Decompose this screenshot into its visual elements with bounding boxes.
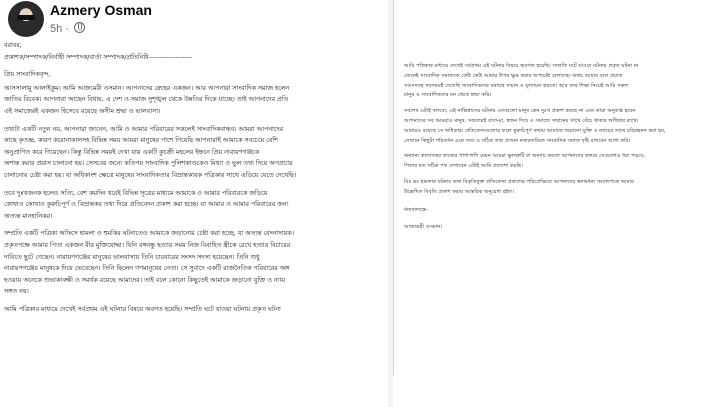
letter-page-left[interactable]: [0, 40, 388, 407]
letter-line: অশান্ত করার প্রয়াস চালানো হয়। সেসবের জন্যে কতিপয় সাংবাদিক পুলিশকাণ্ডকেও মিথ্যা ও ভুল তথ্য দিয়ে অপপ্রচার: [4, 160, 293, 168]
letter-line: আমি পত্রিকার মাধ্যমে দেখেই সর্বপ্রথম এই ঘটনার বিষয়ে অবগত হয়েছি। সম্প্রতি ঘটে যাওয়া ঘটনায় প্রকৃত ঘটনা: [4, 305, 281, 313]
letter-paragraph: [404, 62, 720, 101]
letter-page-right[interactable]: [393, 0, 725, 375]
letter-line: সর্বশেষ এটাই বলবো, এই নাভিশ্বাসের ঘটনায় এতগুলো মানুষ কেন দুঃখ প্রকাশ করছে না এবং তারা অনুতপ্ত হবেন: [404, 108, 636, 115]
profile-avatar[interactable]: [8, 1, 44, 37]
letter-line: সাংসদসহ সবসময়ই দেখেছি সাংবাদিকদের যথাযথ সম্মান ও মূল্যায়ন করতে। আর তার শিক্ষা নিয়েই আমি সকল: [404, 82, 629, 89]
letter-line: আসসালামু আলাইকুম। আমি আজমেরী ওসমান। আপনাদের স্নেহের একজন। আর আপনারা সাংবাদিক সমাজ হলেন: [4, 84, 290, 92]
letter-line: তবে দুঃখজনক হলেও সত্যি, বেশ কয়দিন ধরেই বিভিন্ন সূত্রের মাধ্যমে আমাকে ও আমার পরিবারকে জড়িয়ে: [4, 189, 268, 197]
letter-line: চালানোর চেষ্টা করা হয়। যা অধিকাংশ ক্ষেত্রে মানুষের সাংবাদিকতার বিভ্রান্তকারক পত্রিকার সাথে এড়িয়ে যেতে দেখেছি।: [4, 171, 297, 179]
author-name[interactable]: Azmery Osman: [50, 2, 152, 18]
letter-paragraph: [4, 124, 385, 182]
letter-line: জাতির বিবেক। আপনারা আছেন বিধায়, এ দেশ ও সমাজ সুশৃঙ্খল থেকে উন্নতির দিকে যাচ্ছে। তাই আপনাদের প্রতি: [4, 96, 289, 104]
meta-separator: ·: [65, 23, 69, 35]
letter-line: সম্প্রতি একটি পত্রিকা অফিসে হামলা ও হুমকির ঘটনাতেও আমাকে জড়ানোর চেষ্টা করা হচ্ছে, যা অত্যন্ত বেদনাদায়ক।: [4, 230, 294, 238]
letter-line: নারায়ণগঞ্জের মানুষকে দিয়ে ভেবেছেন। তিনি ছিলেন গণমানুষের নেতা। সে সুবাদে একটি রাজনৈতিক পরিবারের অঙ্গ: [4, 265, 290, 273]
letter-line: অনুপ্রাণিত করে গিয়েছেন। কিন্তু বিভিন্ন সময়ই দেখা যায় একটি কুচক্রী মহলের ইন্ধনে প্রিয় নারায়ণগঞ্জকে: [4, 148, 259, 156]
globe-icon[interactable]: [74, 22, 85, 33]
letter-line: সেখানে কিছুটা পরিবর্তন এনে সত্য ও সঠিক তথ্য প্রণয়ন নজরদারিতে সাংবাদিক সমাজ দৃষ্টি রাখবেন আশা করি।: [404, 137, 631, 144]
letter-paragraph: [404, 107, 720, 146]
post-header: [8, 0, 388, 40]
letter-line: মানুষ ও সাংবাদিকদের মন থেকে শ্রদ্ধা করি।: [404, 92, 492, 99]
letter-line: তথ্যটা একটি নতুন নয়, আপনারা জানেন, আমি ও আমার পরিবারের সকলেই সাংবাদিকবান্ধব। আমরা আপনাদের: [4, 125, 284, 133]
letter-paragraph: [404, 152, 720, 172]
page-bottom-margin: [393, 375, 725, 407]
letter-line: অন্যান্য কল্যাণকর কাজের পাশাপাশি যেমন আমরা ভুলত্রুটি বা অন্যায় করলে আপনাদের কলমে সেগুলোও ধরা পড়বে,: [404, 153, 645, 160]
post-meta: [50, 22, 85, 35]
letter-line: এই সমাজেরই একজন হিসেবে রয়েছে অসীম শ্রদ্ধা ও ভালবাসা।: [4, 107, 161, 115]
letter-line: আমি পত্রিকার মাধ্যমে দেখেই সর্বপ্রথম এই ঘটনার বিষয়ে অবগত হয়েছি। সম্প্রতি ঘটে যাওয়া ঘটনায় প্রকৃত ঘটনা না: [404, 63, 639, 69]
letter-paragraph: [4, 83, 385, 118]
letter-line: উল্লেখিত বিবৃতি প্রকাশ করার আন্তরিক অনুরোধ রইল।: [404, 188, 514, 195]
letter-paragraph: [404, 178, 720, 198]
letter-closing: ধন্যবাদান্তে-: [404, 206, 428, 213]
letter-greeting: বরাবর,: [4, 42, 22, 49]
letter-paragraph: [4, 228, 385, 298]
letter-left-paragraphs: [4, 83, 385, 316]
letter-line: বিঃ দ্রঃ হামলার ঘটনার তথ্য বিকৃতিমুক্ত প্রতিবেদন প্রকাশের পরিপ্রেক্ষিতে আপনাদের স্বনামধন্য সংবাদপত্রে আমার: [404, 178, 635, 185]
letter-recipients: প্রকাশক/সম্পাদক/নির্বাহী সম্পাদক/বার্তা সম্পাদক/প্রতিনিধি-------------------: [4, 53, 192, 61]
letter-line: জেনেই সাংবাদিক সমাজকে কেউ কেউ আমার উপর ক্ষুব্ধ করার অপচেষ্টা চালাচ্ছে। অথচ আমার বাবা প্রয়াত: [404, 72, 623, 79]
letter-left-body: [4, 40, 385, 321]
letter-line: কাছে কৃতজ্ঞ, কারণ করোনাকালসহ বিভিন্ন সময় আমরা মানুষের পাশে গিয়েছি আপনারাই আমাকে সবচেয়ে বেশি: [4, 137, 278, 145]
letter-line: সঙ্গত নয়।: [4, 288, 29, 296]
letter-line: হওয়ায় অনেকে শুভাকাঙ্ক্ষী ও সমর্থক রয়েছে আমাদের। তাই বলে কোনো কিছুতেই আমাকে জড়ানো যুক্তি ও ন্যায়: [4, 276, 285, 284]
letter-line: পিতার মত সঠিক পথ দেখাবেন এটাই আমি প্রত্যাশা করছি।: [404, 163, 523, 170]
letter-line: অত্যন্ত মানহানিকর।: [4, 212, 53, 220]
letter-line: প্রকৃতপক্ষে আমার পিতা একজন বীর মুক্তিযোদ্ধা। যিনি বঙ্গবন্ধু হত্যার সময় নিজ বিবাহিত স্ত্রীকে রেখে হত্যার বিচারের: [4, 241, 291, 249]
letter-line: আমারও রয়েছে সে অধিকার। প্রতিবেদনগুলোর ফলে কুরুচিপূর্ণ কথায় আমাকে জড়ানো যুক্তি ও ন্যায়ের সাথে চরিত্রহনন করা হয়,: [404, 127, 666, 134]
letter-salutation: প্রিয় সাংবাদিকবৃন্দ,: [4, 71, 51, 79]
letter-signature: আজমেরী ওসমান।: [404, 224, 443, 231]
letter-paragraph: [4, 304, 385, 316]
letter-line: দাবিতে ছুটে গেছেন। নারায়ণগঞ্জের মানুষের ভালবাসায় তিনি চারবারের সংসদ সদস্য হয়েছেন। তিনি শুধু: [4, 253, 260, 261]
letter-line: আপনাদের সব আমরাও মানুষ, সকলেরই বাবা-মা, স্বজন দিয়ে এ সমাজে সম্মানের সাথে বেঁচে থাকার অধিকার রাখে।: [404, 117, 639, 124]
post-time[interactable]: 5h: [50, 23, 63, 35]
letter-right-body: [404, 62, 720, 233]
letter-paragraph: [4, 188, 385, 223]
letter-line: কোথাও কোথাও কুরুচিপূর্ণ ও বিভ্রান্তকর তথ্য দিয়ে প্রতিবেদন প্রকাশ করা হচ্ছে। যা আমার ও আমার পরিবারের জন্য: [4, 201, 289, 209]
